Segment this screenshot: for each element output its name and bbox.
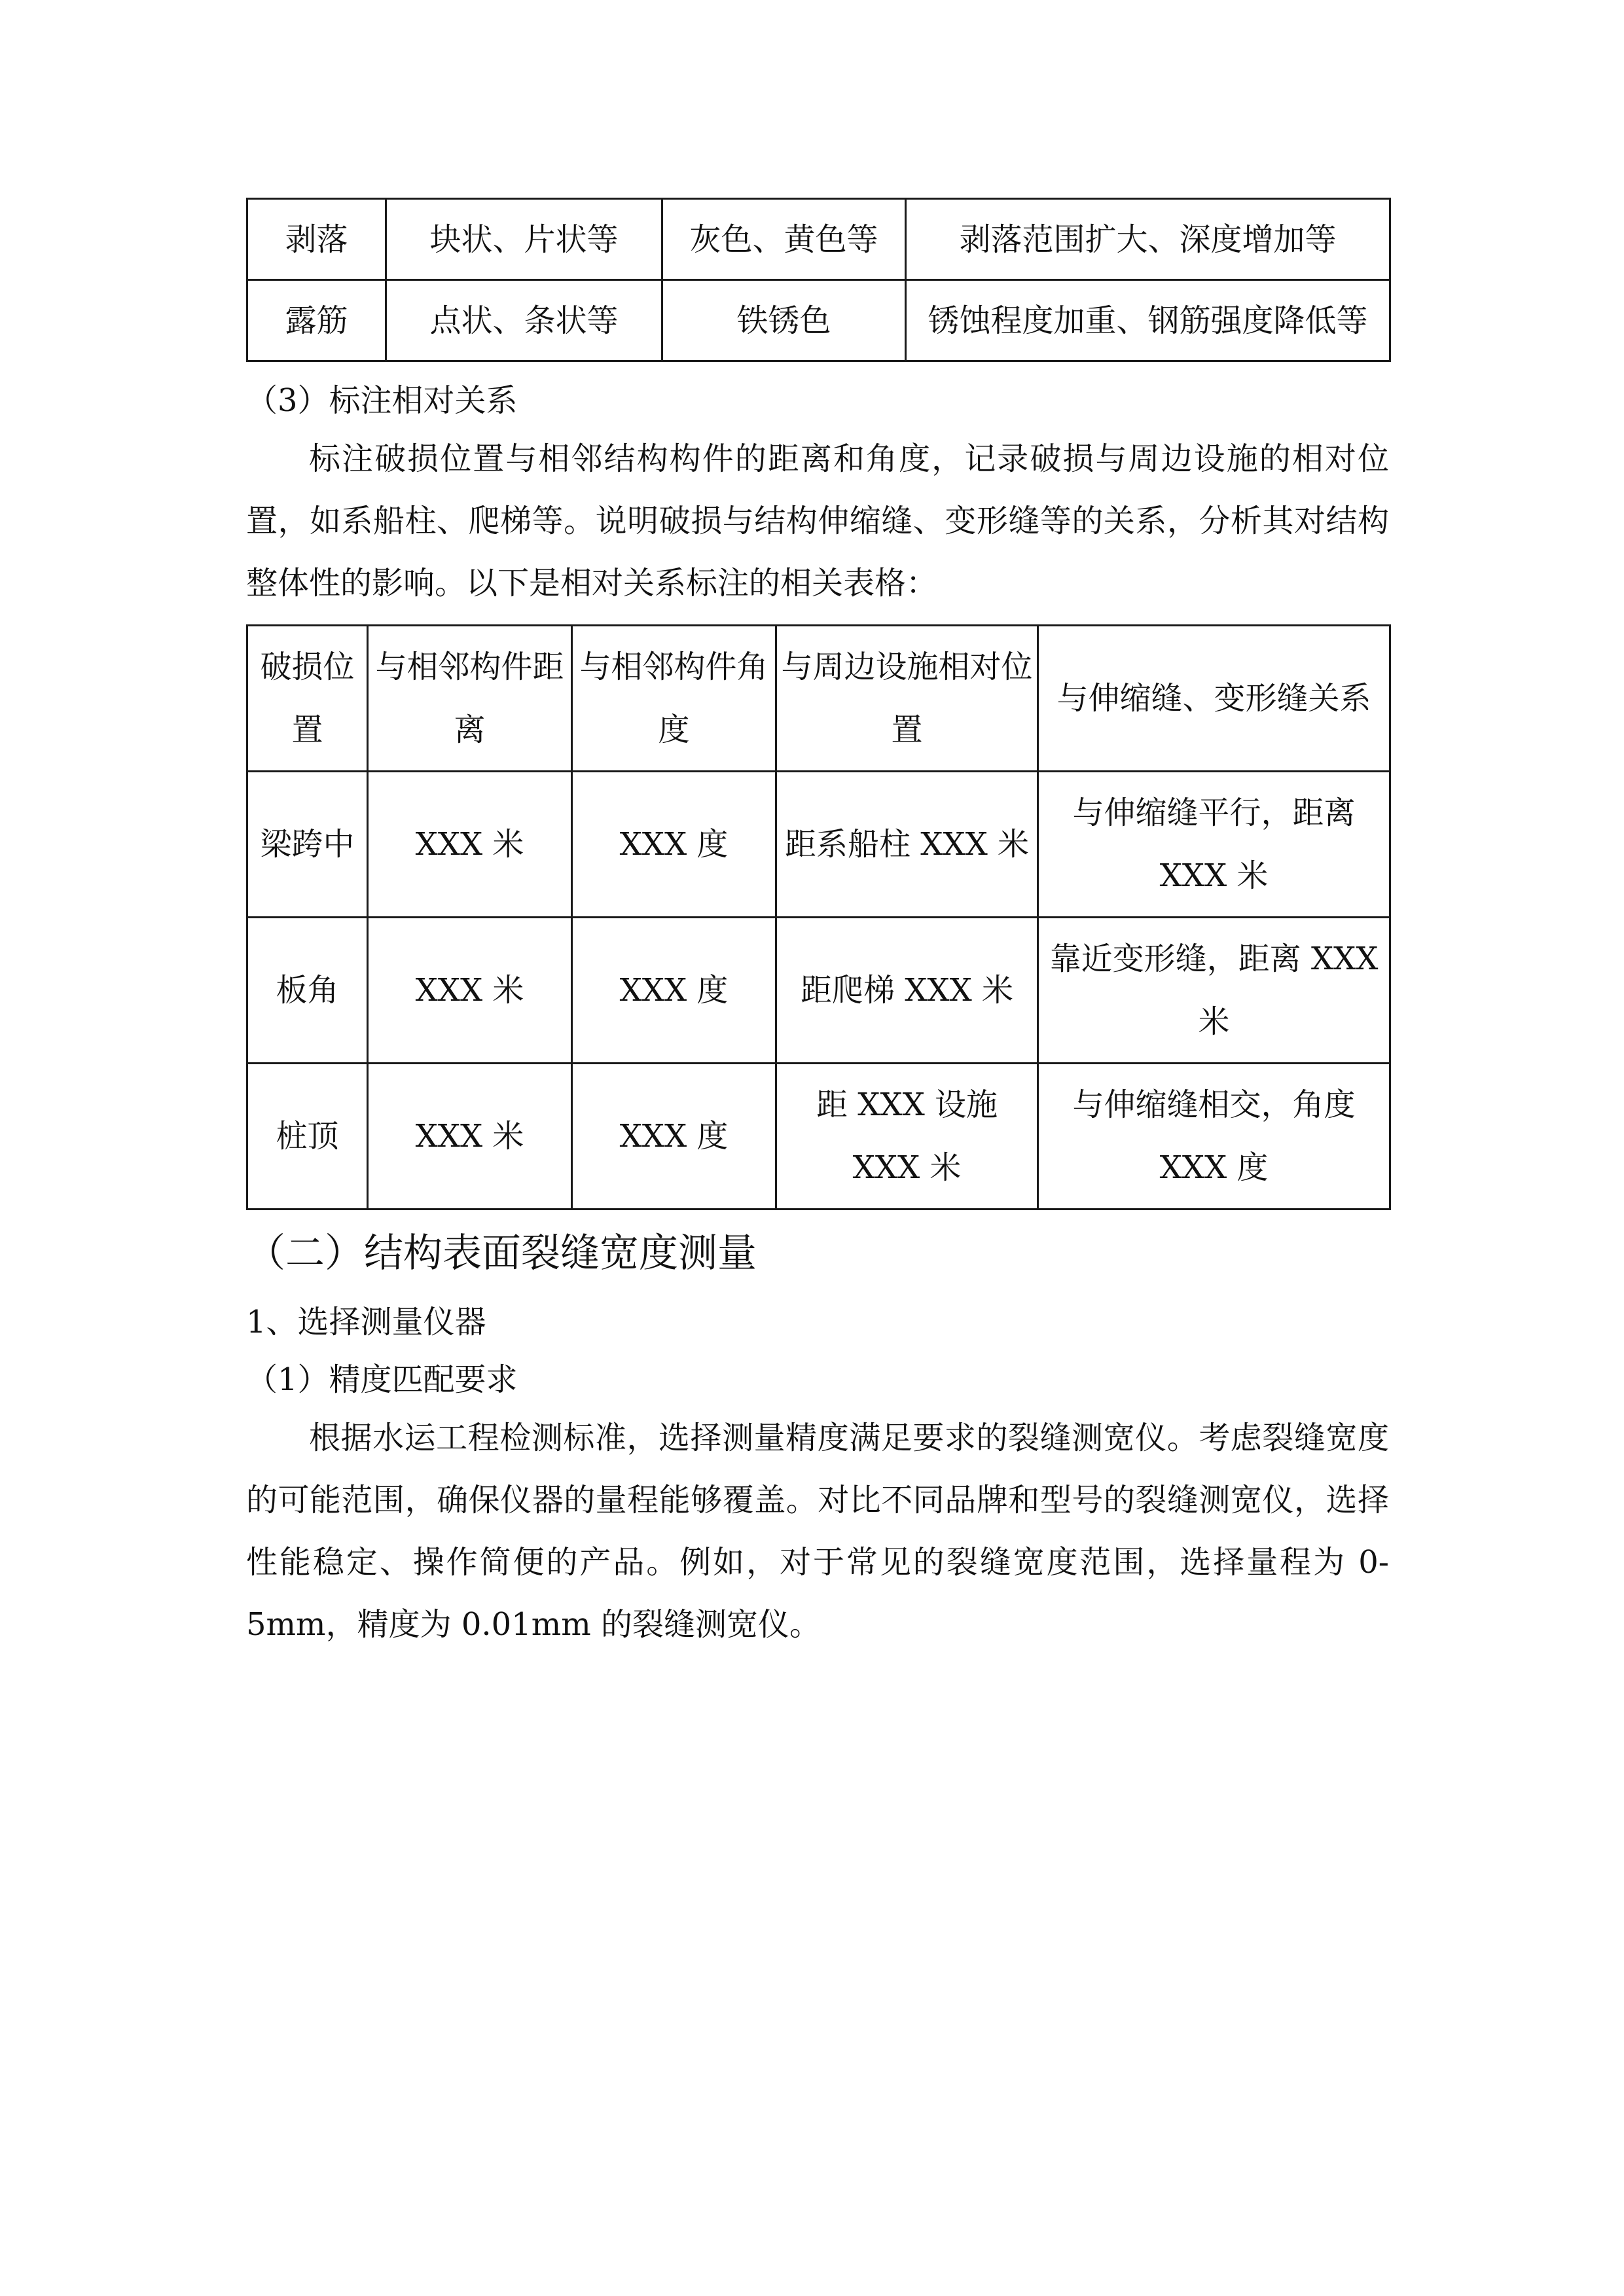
table-header-cell: 与伸缩缝、变形缝关系 <box>1038 626 1390 772</box>
table-header-cell: 与相邻构件距离 <box>368 626 572 772</box>
table-header-row <box>247 626 1390 772</box>
table-row <box>247 772 1390 918</box>
table-cell: XXX 米 <box>368 772 572 918</box>
table-cell: 靠近变形缝，距离 XXX 米 <box>1038 918 1390 1064</box>
section-title: （二）结构表面裂缝宽度测量 <box>246 1230 757 1276</box>
table-cell: 板角 <box>247 918 368 1064</box>
table-cell: 灰色、黄色等 <box>662 199 906 280</box>
table-header-cell: 与周边设施相对位置 <box>776 626 1038 772</box>
paragraph-relative-relation: 标注破损位置与相邻结构构件的距离和角度，记录破损与周边设施的相对位置，如系船柱、爬梯等。说明破损与结构伸缩缝、变形缝等的关系，分析其对结构整体性的影响。以下是相对关系标注的相关表格： <box>246 440 1389 601</box>
table-cell: XXX 度 <box>572 772 776 918</box>
table-cell: 与伸缩缝相交，角度 XXX 度 <box>1038 1064 1390 1210</box>
table-cell: 桩顶 <box>247 1064 368 1210</box>
damage-feature-table <box>246 198 1391 362</box>
table-row <box>247 1064 1390 1210</box>
table-cell: 露筋 <box>247 280 386 361</box>
table-cell: 锈蚀程度加重、钢筋强度降低等 <box>906 280 1390 361</box>
table-cell: 梁跨中 <box>247 772 368 918</box>
table-cell: 剥落 <box>247 199 386 280</box>
table-cell: XXX 米 <box>368 1064 572 1210</box>
table-cell: 块状、片状等 <box>386 199 662 280</box>
table-header-cell: 与相邻构件角度 <box>572 626 776 772</box>
subheading-relative-relation: （3）标注相对关系 <box>246 382 518 419</box>
table-cell: 铁锈色 <box>662 280 906 361</box>
table-cell: 与伸缩缝平行，距离 XXX 米 <box>1038 772 1390 918</box>
table-row <box>247 280 1390 361</box>
table-cell: 距系船柱 XXX 米 <box>776 772 1038 918</box>
table-header-cell: 破损位置 <box>247 626 368 772</box>
table-cell: XXX 米 <box>368 918 572 1064</box>
relative-relation-table <box>246 624 1391 1210</box>
table-cell: 距 XXX 设施 XXX 米 <box>776 1064 1038 1210</box>
subheading-precision: （1）精度匹配要求 <box>246 1361 518 1398</box>
table-cell: XXX 度 <box>572 1064 776 1210</box>
table-cell: XXX 度 <box>572 918 776 1064</box>
table-row <box>247 199 1390 280</box>
table-cell: 距爬梯 XXX 米 <box>776 918 1038 1064</box>
table-cell: 剥落范围扩大、深度增加等 <box>906 199 1390 280</box>
table-cell: 点状、条状等 <box>386 280 662 361</box>
table-row <box>247 918 1390 1064</box>
heading-select-instrument: 1、选择测量仪器 <box>246 1304 486 1340</box>
paragraph-precision: 根据水运工程检测标准，选择测量精度满足要求的裂缝测宽仪。考虑裂缝宽度的可能范围，确保仪器的量程能够覆盖。对比不同品牌和型号的裂缝测宽仪，选择性能稳定、操作简便的产品。例如，对于常见的裂缝宽度范围，选择量程为 0-5mm，精度为 0.01mm 的裂缝测宽仪。 <box>246 1420 1389 1643</box>
